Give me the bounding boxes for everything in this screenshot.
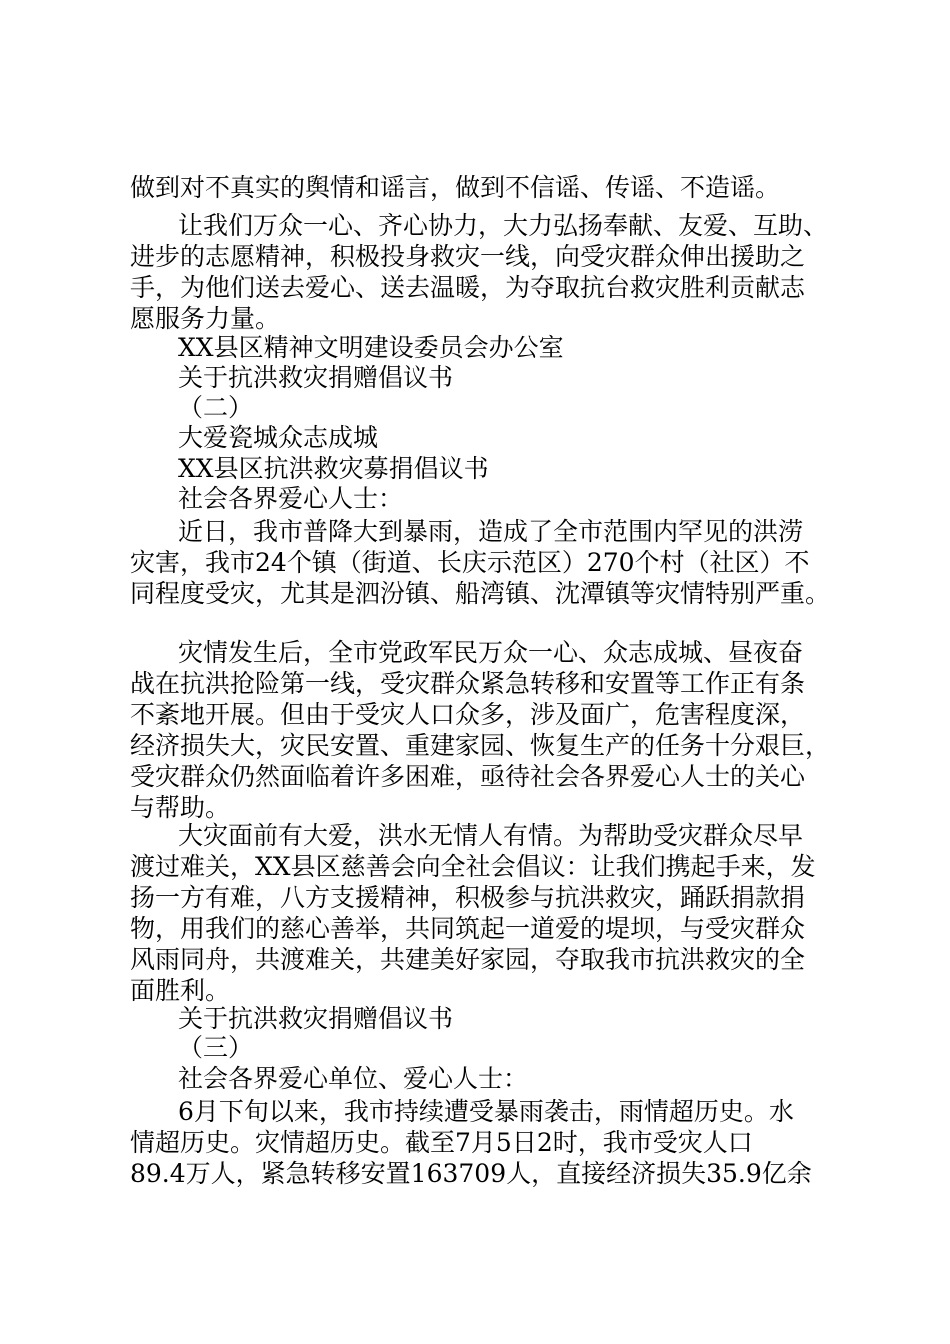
section-heading: 大爱瓷城众志成城 — [178, 423, 379, 452]
text-line: 做到对不真实的舆情和谣言，做到不信谣、传谣、不造谣。 — [130, 173, 781, 202]
section-subtitle: XX县区抗洪救灾募捐倡议书 — [178, 454, 489, 483]
paragraph-start: 近日，我市普降大到暴雨，造成了全市范围内罕见的洪涝 — [178, 517, 804, 546]
section-title: 关于抗洪救灾捐赠倡议书 — [178, 1004, 454, 1033]
text-line: 情超历史。灾情超历史。截至7月5日2时，我市受灾人口 — [130, 1128, 753, 1157]
text-line: 扬一方有难，八方支援精神，积极参与抗洪救灾，踊跃捐款捐 — [130, 883, 806, 912]
text-line: 手，为他们送去爱心、送去温暖，为夺取抗台救灾胜利贡献志 — [130, 273, 806, 302]
paragraph-start: 灾情发生后，全市党政军民万众一心、众志成城、昼夜奋 — [178, 638, 804, 667]
paragraph-start: 让我们万众一心、齐心协力，大力弘扬奉献、友爱、互助、 — [178, 211, 829, 240]
text-line: 经济损失大，灾民安置、重建家园、恢复生产的任务十分艰巨， — [130, 731, 831, 760]
salutation: 社会各界爱心人士： — [178, 484, 404, 513]
text-line: 愿服务力量。 — [130, 304, 281, 333]
text-line: 与帮助。 — [130, 793, 231, 822]
paragraph-start: 6月下旬以来，我市持续遭受暴雨袭击，雨情超历史。水 — [178, 1097, 794, 1126]
text-line: 物，用我们的慈心善举，共同筑起一道爱的堤坝，与受灾群众 — [130, 914, 806, 943]
text-line: 不紊地开展。但由于受灾人口众多，涉及面广，危害程度深， — [130, 700, 806, 729]
text-line: 89.4万人，紧急转移安置163709人，直接经济损失35.9亿余 — [130, 1159, 812, 1188]
text-line: 进步的志愿精神，积极投身救灾一线，向受灾群众伸出援助之 — [130, 242, 806, 271]
salutation: 社会各界爱心单位、爱心人士： — [178, 1064, 529, 1093]
section-title: 关于抗洪救灾捐赠倡议书 — [178, 363, 454, 392]
text-line: 渡过难关，XX县区慈善会向全社会倡议：让我们携起手来，发 — [130, 852, 816, 881]
section-number: （三） — [178, 1033, 254, 1062]
section-number: （二） — [178, 393, 254, 422]
text-line: 战在抗洪抢险第一线，受灾群众紧急转移和安置等工作正有条 — [130, 669, 806, 698]
text-line: 灾害，我市24个镇（街道、长庆示范区）270个村（社区）不 — [130, 548, 810, 577]
text-line: 同程度受灾，尤其是泗汾镇、船湾镇、沈潭镇等灾情特别严重。 — [130, 579, 831, 608]
paragraph-start: 大灾面前有大爱，洪水无情人有情。为帮助受灾群众尽早 — [178, 821, 804, 850]
text-line: 风雨同舟，共渡难关，共建美好家园，夺取我市抗洪救灾的全 — [130, 945, 806, 974]
organization-signature: XX县区精神文明建设委员会办公室 — [178, 333, 564, 362]
text-line: 面胜利。 — [130, 976, 231, 1005]
text-line: 受灾群众仍然面临着许多困难，亟待社会各界爱心人士的关心 — [130, 762, 806, 791]
